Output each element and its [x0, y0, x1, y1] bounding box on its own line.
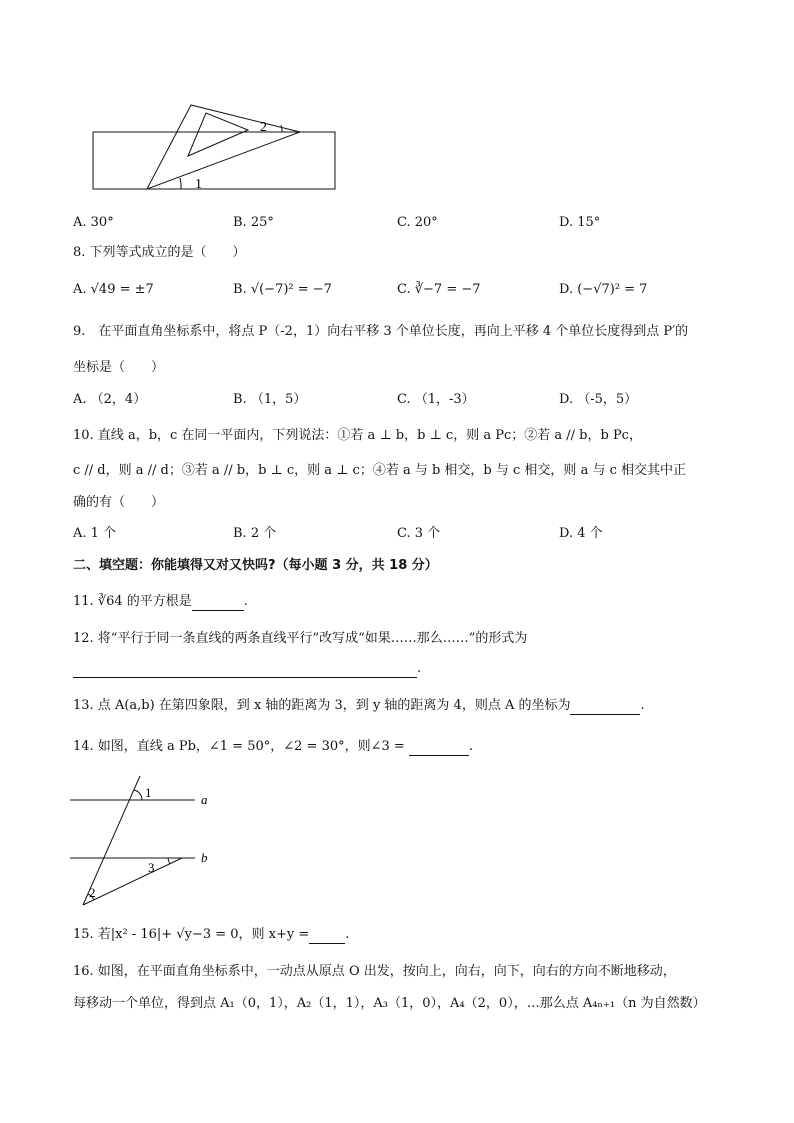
q9-option-a[interactable]: A. （2，4）	[73, 392, 147, 407]
q9-stem-line1: 9. 在平面直角坐标系中，将点 P（-2，1）向右平移 3 个单位长度，再向上平移 4 个单位长度得到点 P′的	[73, 324, 689, 339]
q13-suffix: .	[640, 698, 645, 713]
q14	[73, 738, 473, 756]
q11-answer-blank[interactable]	[192, 596, 244, 611]
q14-figure	[70, 770, 220, 910]
q14-suffix: .	[468, 739, 473, 754]
q7-option-c[interactable]: C. 20°	[397, 215, 438, 230]
angle-2-arc	[281, 125, 282, 132]
q8-option-d[interactable]: D. (−√7)² = 7	[559, 282, 648, 297]
angle-1-arc	[180, 178, 181, 189]
set-square-inner	[188, 113, 248, 156]
q10-option-b[interactable]: B. 2 个	[233, 526, 277, 541]
q10-line1: 10. 直线 a，b，c 在同一平面内，下列说法：①若 a ⊥ b，b ⊥ c，则 a Pc；②若 a // b，b Pc，	[73, 428, 642, 443]
q10-option-a[interactable]: A. 1 个	[73, 526, 117, 541]
q10-line3: 确的有（ ）	[73, 495, 165, 510]
q10-option-d[interactable]: D. 4 个	[559, 526, 603, 541]
q15	[73, 926, 349, 944]
angle-2-label: 2	[89, 885, 96, 900]
slanted-line	[83, 858, 182, 905]
q8-option-a[interactable]: A. √49 = ±7	[73, 282, 154, 297]
q9-option-c[interactable]: C. （1，-3）	[397, 392, 475, 407]
q7-option-a[interactable]: A. 30°	[73, 215, 114, 230]
set-square-outer	[147, 105, 300, 189]
q13-answer-blank[interactable]	[570, 700, 640, 715]
angle-2-label: 2	[260, 120, 267, 135]
q9-option-b[interactable]: B. （1，5）	[233, 392, 307, 407]
q11	[73, 593, 248, 611]
angle-1-arc	[134, 790, 142, 800]
q15-suffix: .	[345, 927, 350, 942]
angle-1-label: 1	[195, 177, 202, 192]
q9-option-d[interactable]: D. （-5，5）	[559, 392, 638, 407]
q11-text: 11. ∛64 的平方根是	[73, 594, 192, 609]
q8-option-b[interactable]: B. √(−7)² = −7	[233, 282, 332, 297]
ruler-shape	[93, 132, 335, 189]
q12-line1: 12. 将“平行于同一条直线的两条直线平行”改写成“如果……那么……”的形式为	[73, 631, 528, 646]
q13	[73, 697, 645, 715]
q12-answer-blank[interactable]	[73, 663, 417, 678]
angle-3-arc	[168, 858, 170, 864]
q16-line2: 每移动一个单位，得到点 A₁（0，1），A₂（1，1），A₃（1，0），A₄（2，0），…那么点 A₄ₙ₊₁（n 为自然数）	[73, 996, 706, 1011]
section-2-title: 二、填空题：你能填得又对又快吗?（每小题 3 分，共 18 分）	[73, 558, 438, 573]
q8-option-c[interactable]: C. ∛−7 = −7	[397, 282, 481, 297]
line-b-label: b	[201, 850, 208, 865]
q8-stem: 8. 下列等式成立的是（ ）	[73, 245, 246, 260]
q12-line2	[73, 660, 421, 678]
q12-suffix: .	[417, 661, 422, 676]
q14-text: 14. 如图，直线 a Pb，∠1 = 50°，∠2 = 30°，则∠3 =	[73, 739, 405, 754]
q14-answer-blank[interactable]	[409, 741, 469, 756]
q15-answer-blank[interactable]	[309, 929, 345, 944]
angle-1-label: 1	[145, 785, 152, 800]
q7-figure	[85, 100, 345, 195]
q13-text: 13. 点 A(a,b) 在第四象限，到 x 轴的距离为 3，到 y 轴的距离为 4，则点 A 的坐标为	[73, 698, 571, 713]
q10-option-c[interactable]: C. 3 个	[397, 526, 441, 541]
q7-option-d[interactable]: D. 15°	[559, 215, 601, 230]
q7-option-b[interactable]: B. 25°	[233, 215, 274, 230]
q11-suffix: .	[243, 594, 248, 609]
q16-line1: 16. 如图，在平面直角坐标系中，一动点从原点 O 出发，按向上，向右，向下，向右的方向不断地移动，	[73, 964, 676, 979]
q9-stem-line2: 坐标是（ ）	[73, 360, 165, 375]
line-a-label: a	[201, 792, 208, 807]
q10-line2: c // d，则 a // d；③若 a // b，b ⊥ c，则 a ⊥ c；④若 a 与 b 相交，b 与 c 相交，则 a 与 c 相交其中正	[73, 463, 686, 478]
q15-text: 15. 若|x² - 16|+ √y−3 = 0，则 x+y =	[73, 927, 310, 942]
angle-3-label: 3	[148, 860, 155, 875]
